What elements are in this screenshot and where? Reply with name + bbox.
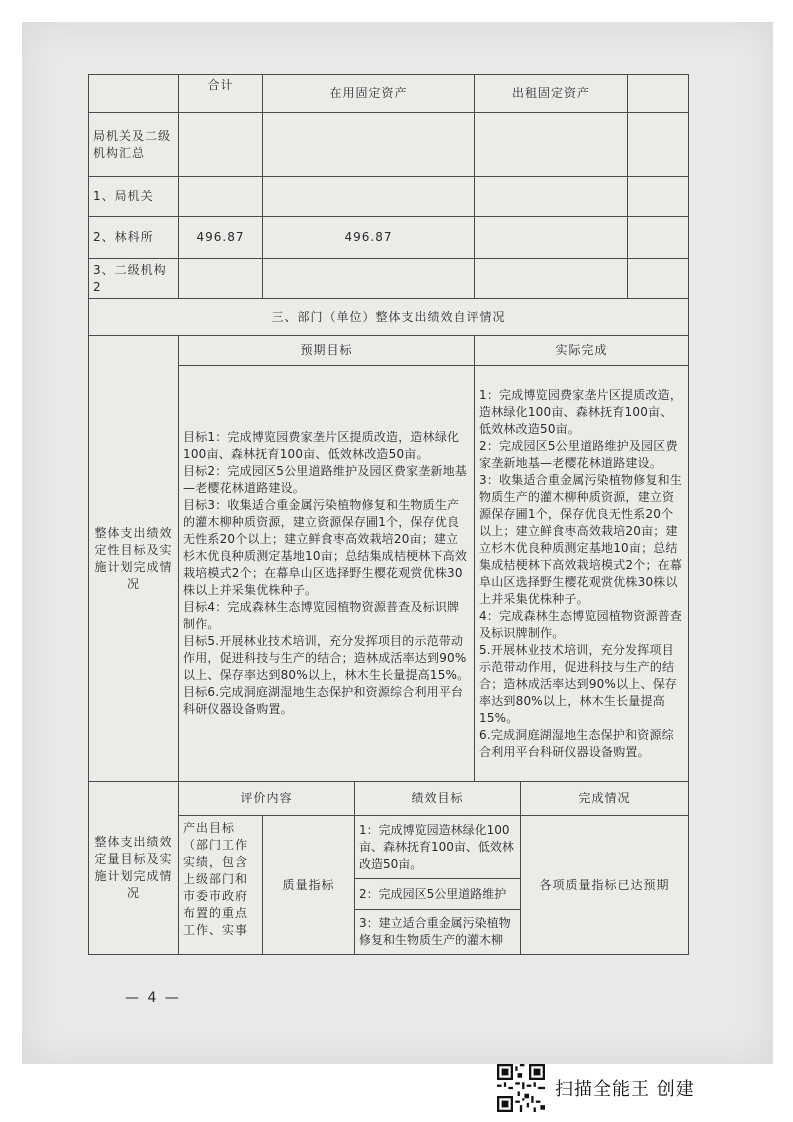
target-item-3: 3：建立适合重金属污染植物修复和生物质生产的灌木柳 — [359, 916, 511, 947]
target-item-1: 1：完成博览园造林绿化100亩、森林抚育100亩、低效林改造50亩。 — [355, 816, 520, 879]
expected-goal-6: 目标6.完成洞庭湖湿地生态保护和资源综合利用平台科研仪器设备购置。 — [183, 685, 464, 716]
actual-result-4: 4：完成森林生态博览园植物资源普查及标识牌制作。 — [479, 608, 683, 640]
header-rented: 出租固定资产 — [475, 75, 628, 113]
completion-status: 各项质量指标已达预期 — [521, 816, 689, 955]
scanner-caption: 扫描全能王 创建 — [555, 1079, 695, 1100]
row-label-second-org: 3、二级机构2 — [89, 259, 179, 299]
quantitative-side-label: 整体支出绩效定量目标及实施计划完成情况 — [89, 782, 179, 955]
expected-goal-3: 目标3：收集适合重金属污染植物修复和生物质生产的灌木柳种质资源，建立资源保存圃1个，保存优良无性系20个以上；建立鲜食枣高效栽培20亩；建立杉木优良种质测定基地10亩；总结集成桔梗林下高效栽培模式2个；在幕阜山区选择野生樱花观赏优株30株以上并采集优株种子。 — [183, 498, 468, 597]
actual-result-5: 5.开展林业技术培训，充分发挥项目示范带动作用，促进科技与生产的结合；造林成活率达到90%以上、保存率达到80%以上，林木生长量提高15%。 — [479, 642, 678, 725]
expected-goal-5: 目标5.开展林业技术培训，充分发挥项目的示范带动作用，促进科技与生产的结合；造林成活率达到90%以上、保存率达到80%以上，林木生长量提高15%。 — [183, 634, 470, 682]
summary-in-use — [263, 113, 475, 177]
done-header: 完成情况 — [521, 782, 689, 816]
row-label-forestry-institute: 2、林科所 — [89, 217, 179, 259]
blank-header-cell — [89, 75, 179, 113]
scanner-watermark — [497, 1062, 695, 1114]
second-org-total — [179, 259, 263, 299]
expected-goals — [179, 366, 475, 782]
header-in-use: 在用固定资产 — [263, 75, 475, 113]
expected-header: 预期目标 — [179, 336, 475, 366]
output-target-label: 产出目标（部门工作实绩，包含上级部门和市委市政府布置的重点工作、实事 — [179, 816, 263, 955]
actual-result-2: 2：完成园区5公里道路维护及园区费家垄新地基—老樱花林道路建设。 — [479, 438, 678, 470]
expected-goal-4: 目标4：完成森林生态博览园植物资源普查及标识牌制作。 — [183, 600, 460, 631]
actual-result-3: 3：收集适合重金属污染植物修复和生物质生产的灌木柳种质资源，建立资源保存圃1个，保存优良无性系20个以上；建立鲜食枣高效栽培20亩；建立杉木优良种质测定基地10亩；总结集成桔梗林下高效栽培模式2个；在幕阜山区选择野生樱花观赏优株30株以上并采集优株种子。 — [479, 472, 683, 606]
expected-goal-2: 目标2：完成园区5公里道路维护及园区费家垄新地基—老樱花林道路建设。 — [183, 464, 468, 495]
page-number: — 4 — — [125, 990, 181, 1006]
row-label-summary: 局机关及二级机构汇总 — [89, 113, 179, 177]
qualitative-side-label: 整体支出绩效定性目标及实施计划完成情况 — [89, 336, 179, 782]
blank-header-cell-end — [628, 75, 689, 113]
forestry-in-use: 496.87 — [263, 217, 475, 259]
performance-table — [88, 74, 689, 955]
actual-result-1: 1：完成博览园费家垄片区提质改造，造林绿化100亩、森林抚育100亩、低效林改造50亩。 — [479, 387, 683, 436]
second-org-in-use — [263, 259, 475, 299]
row-label-bureau: 1、局机关 — [89, 177, 179, 217]
actual-header: 实际完成 — [475, 336, 689, 366]
actual-result-6: 6.完成洞庭湖湿地生态保护和资源综合利用平台科研仪器设备购置。 — [479, 727, 674, 759]
expected-goal-1: 目标1：完成博览园费家垄片区提质改造，造林绿化100亩、森林抚育100亩、低效林改造50亩。 — [183, 430, 460, 461]
actual-results — [475, 366, 689, 782]
eval-content-header: 评价内容 — [179, 782, 355, 816]
target-item-2: 2：完成园区5公里道路维护 — [355, 879, 520, 910]
target-header: 绩效目标 — [355, 782, 521, 816]
summary-total — [179, 113, 263, 177]
forestry-total: 496.87 — [179, 217, 263, 259]
header-total: 合计 — [179, 75, 263, 113]
bureau-total — [179, 177, 263, 217]
qr-code-icon — [497, 1064, 545, 1112]
quality-indicator-label: 质量指标 — [263, 816, 355, 955]
target-list — [355, 816, 521, 955]
section-title: 三、部门（单位）整体支出绩效自评情况 — [89, 299, 689, 336]
bureau-in-use — [263, 177, 475, 217]
